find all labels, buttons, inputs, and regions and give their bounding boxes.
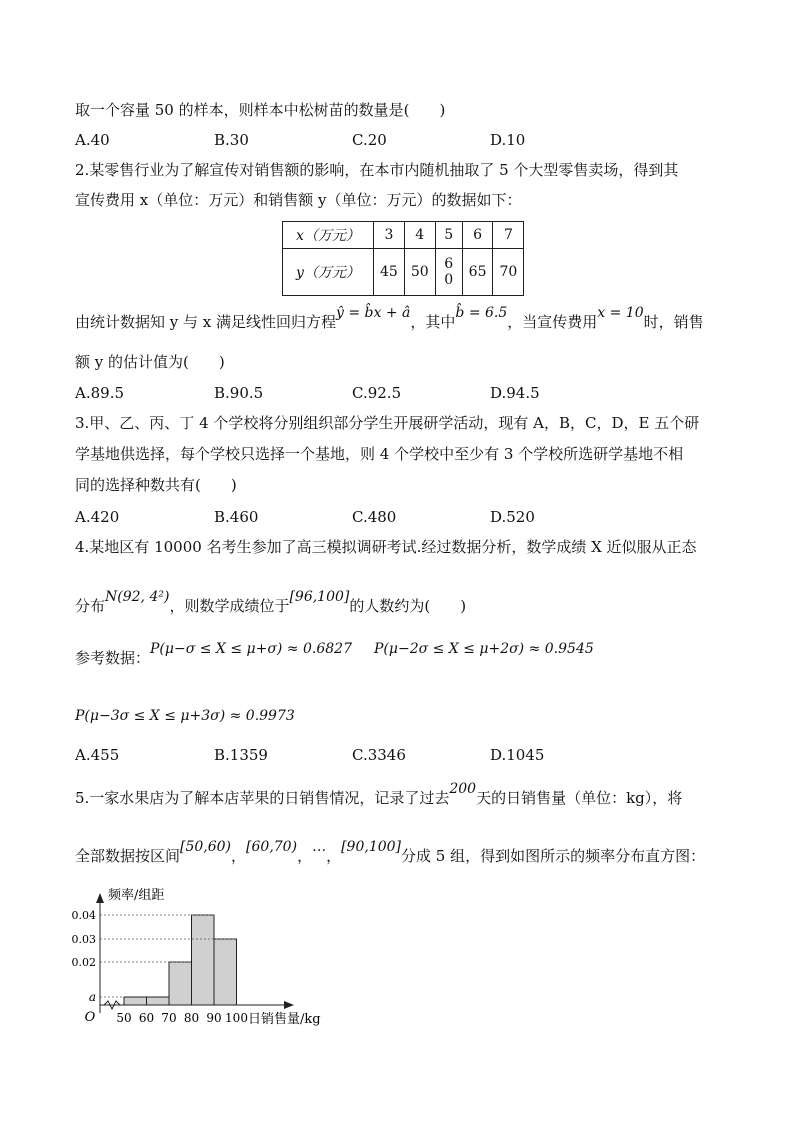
- y-tick-label: a: [88, 990, 96, 1004]
- option-c: C.20: [352, 131, 387, 149]
- q3-stem-line1: 3.甲、乙、丙、丁 4 个学校将分别组织部分学生开展研学活动，现有 A，B，C，D，E 五个研: [75, 414, 700, 432]
- frequency-histogram: [70, 885, 360, 1035]
- x-tick-label: 90: [206, 1011, 222, 1025]
- histogram-bar: [169, 962, 192, 1005]
- q1-stem: 取一个容量 50 的样本，则样本中松树苗的数量是( ): [75, 101, 446, 119]
- option-b: B.1359: [214, 746, 268, 764]
- q2-stem-line1: 2.某零售行业为了解宣传对销售额的影响，在本市内随机抽取了 5 个大型零售卖场，得到其: [75, 161, 679, 179]
- option-c: C.3346: [352, 746, 406, 764]
- days-count: 200: [449, 781, 477, 797]
- x-axis-label: 日销售量/kg: [248, 1012, 321, 1027]
- reference-2: P(μ−2σ ≤ X ≤ μ+2σ) ≈ 0.9545: [373, 641, 594, 657]
- y-tick-label: 0.02: [71, 956, 96, 969]
- table-cell: 45: [374, 249, 405, 296]
- table-cell: 3: [374, 222, 405, 249]
- option-d: D.10: [490, 131, 526, 149]
- table-cell: 50: [404, 249, 435, 296]
- x-tick-label: 80: [183, 1011, 200, 1025]
- q3-stem-line2: 学基地供选择，每个学校只选择一个基地，则 4 个学校中至少有 3 个学校所选研学基地不相: [75, 445, 684, 463]
- table-cell: 4: [404, 222, 435, 249]
- option-c: C.92.5: [352, 384, 402, 402]
- table-row-x: [283, 222, 524, 249]
- q4-stem-line2: 分布N(92, 4²)，则数学成绩位于[96,100]的人数约为( ): [75, 589, 467, 615]
- option-a: A.420: [75, 508, 120, 526]
- y-tick-label: 0.03: [71, 933, 96, 946]
- ellipsis: …: [312, 839, 327, 855]
- table-cell: 6: [462, 222, 493, 249]
- y-tick-label: 0.04: [71, 909, 96, 922]
- normal-distribution: N(92, 4²): [105, 589, 170, 605]
- x-value: x = 10: [597, 305, 644, 321]
- option-d: D.94.5: [490, 384, 540, 402]
- score-interval: [96,100]: [289, 589, 350, 605]
- table-cell: 7: [493, 222, 524, 249]
- q4-reference-line2: [75, 705, 295, 726]
- y-axis-arrow: [96, 893, 104, 903]
- origin-label: O: [84, 1010, 96, 1025]
- reference-1: P(μ−σ ≤ X ≤ μ+σ) ≈ 0.6827: [150, 641, 352, 657]
- interval-1: [50,60): [180, 839, 232, 855]
- x-tick-label: 100: [225, 1011, 248, 1025]
- option-b: B.460: [214, 508, 259, 526]
- option-a: A.455: [75, 746, 120, 764]
- option-c: C.480: [352, 508, 397, 526]
- x-tick-label: 60: [138, 1011, 155, 1025]
- histogram-bar: [147, 997, 170, 1005]
- reference-3: P(μ−3σ ≤ X ≤ μ+3σ) ≈ 0.9973: [75, 708, 295, 724]
- table-row-y: [283, 249, 524, 296]
- option-b: B.30: [214, 131, 249, 149]
- x-tick-label: 50: [116, 1011, 132, 1025]
- q4-reference-line: 参考数据：P(μ−σ ≤ X ≤ μ+σ) ≈ 0.6827 P(μ−2σ ≤ X ≤ μ+2σ) ≈ 0.9545: [75, 641, 594, 667]
- b-hat-value: b̂ = 6.5: [455, 305, 508, 321]
- option-a: A.89.5: [75, 384, 124, 402]
- q2-stem-line3: 由统计数据知 y 与 x 满足线性回归方程ŷ = b̂x + â，其中b̂ = 6.5，当宣传费用x = 10时，销售: [75, 305, 704, 331]
- q2-stem-line2: 宣传费用 x（单位：万元）和销售额 y（单位：万元）的数据如下：: [75, 191, 522, 209]
- histogram-bar: [192, 915, 215, 1005]
- y-axis-label: 频率/组距: [108, 888, 165, 903]
- q2-stem-line4: 额 y 的估计值为( ): [75, 353, 225, 371]
- histogram-bar: [124, 997, 147, 1005]
- x-tick-label: 70: [161, 1011, 177, 1025]
- q3-stem-line3: 同的选择种数共有( ): [75, 476, 237, 494]
- q5-stem-line2: 全部数据按区间[50,60)，[60,70)，…，[90,100]分成 5 组，得到如图所示的频率分布直方图：: [75, 839, 706, 865]
- histogram-bar: [214, 939, 237, 1005]
- data-table: [282, 221, 524, 296]
- interval-last: [90,100]: [341, 839, 402, 855]
- q5-stem-line1: 5.一家水果店为了解本店苹果的日销售情况，记录了过去200天的日销售量（单位：kg），将: [75, 781, 683, 807]
- regression-formula: ŷ = b̂x + â: [336, 305, 411, 321]
- table-cell: 60: [435, 249, 462, 296]
- x-axis-arrow: [284, 1001, 294, 1009]
- table-cell: 65: [462, 249, 493, 296]
- option-d: D.1045: [490, 746, 545, 764]
- table-cell: 5: [435, 222, 462, 249]
- interval-2: [60,70): [246, 839, 298, 855]
- table-cell: x（万元）: [283, 222, 374, 249]
- option-a: A.40: [75, 131, 110, 149]
- table-cell: y（万元）: [283, 249, 374, 296]
- option-b: B.90.5: [214, 384, 264, 402]
- option-d: D.520: [490, 508, 535, 526]
- table-cell: 70: [493, 249, 524, 296]
- q4-stem-line1: 4.某地区有 10000 名考生参加了高三模拟调研考试.经过数据分析，数学成绩 X 近似服从正态: [75, 538, 697, 556]
